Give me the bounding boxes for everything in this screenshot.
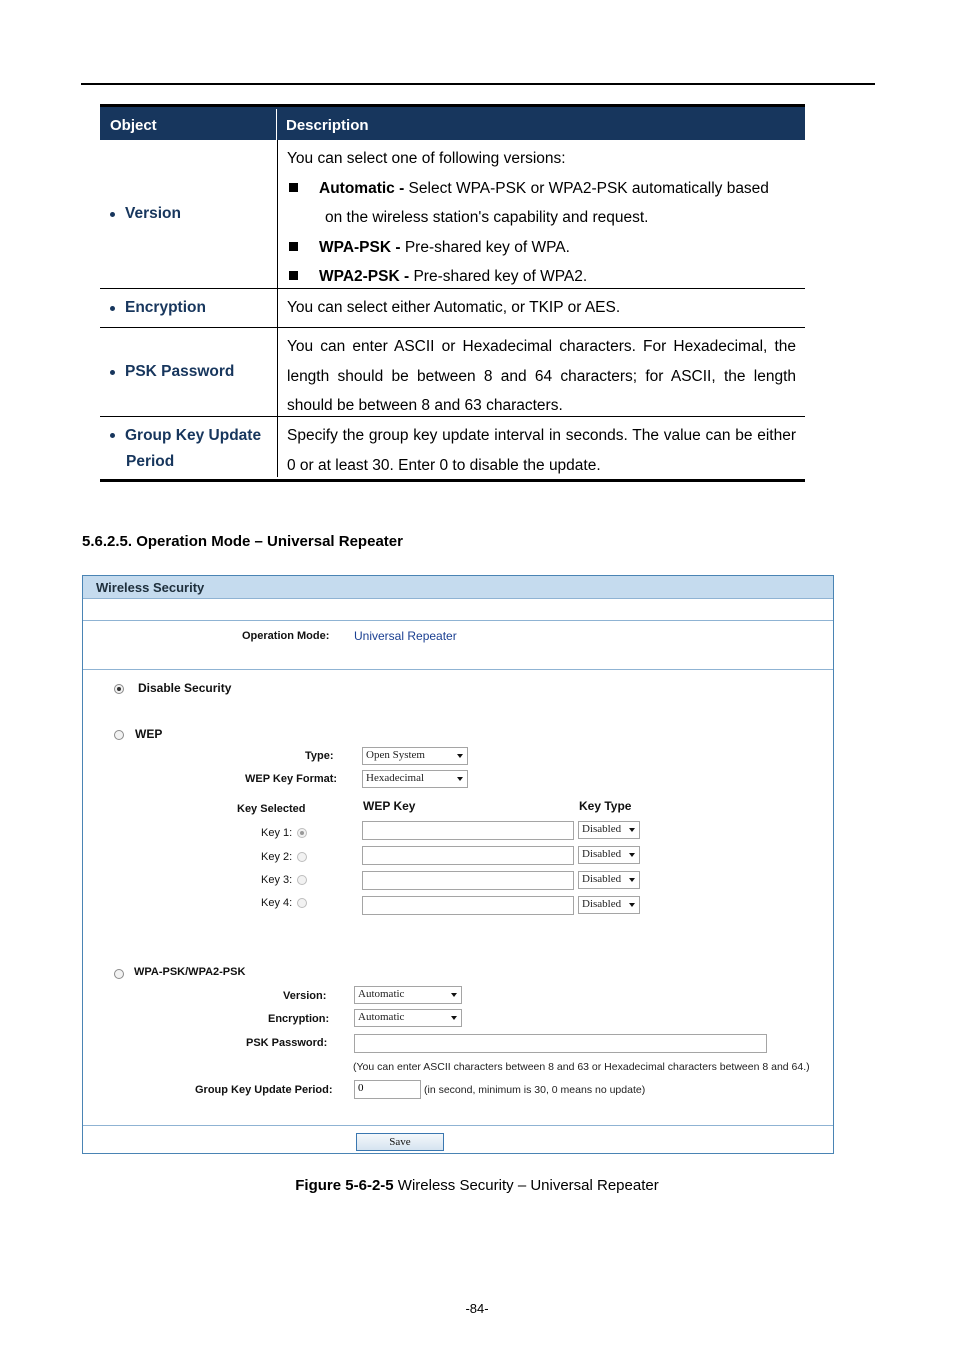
table-row-encryption: [100, 289, 805, 328]
dropdown-arrow-icon: [457, 754, 463, 758]
row-label: Encryption: [125, 299, 206, 316]
divider: [83, 669, 833, 670]
wep-radio[interactable]: [114, 730, 124, 740]
version-wpa: WPA-PSK - Pre-shared key of WPA.: [287, 233, 796, 263]
version-label: Version:: [283, 990, 327, 1002]
bullet-icon: [110, 212, 115, 217]
row-label: PSK Password: [125, 363, 235, 380]
key-2-type-select[interactable]: Disabled: [578, 846, 640, 864]
figure-caption: [0, 1177, 954, 1194]
row-label-cont: Period: [126, 453, 175, 470]
row-description: You can enter ASCII or Hexadecimal characters. For Hexadecimal, the length should be between 8 and 64 characters; for ASCII, the length should be between 8 and 63 characters.: [287, 338, 796, 414]
table-row-psk: [100, 328, 805, 417]
group-key-update-hint: (in second, minimum is 30, 0 means no update): [424, 1084, 646, 1096]
operation-mode-value: Universal Repeater: [354, 629, 457, 643]
version-intro: You can select one of following versions:: [287, 150, 566, 167]
disable-security-radio[interactable]: [114, 684, 124, 694]
divider: [83, 620, 833, 621]
key-4-label: Key 4:: [261, 897, 293, 909]
key-selected-label: Key Selected: [237, 803, 306, 815]
key-2-radio[interactable]: [297, 852, 307, 862]
wep-label: WEP: [135, 727, 163, 741]
panel-title: Wireless Security: [83, 576, 833, 599]
key-1-type-select[interactable]: Disabled: [578, 821, 640, 839]
row-description: Specify the group key update interval in seconds. The value can be either 0 or at least 30. Enter 0 to disable the update.: [287, 427, 796, 474]
row-label: Group Key Update: [125, 427, 262, 444]
version-automatic-cont: on the wireless station's capability and request.: [325, 209, 649, 226]
row-description: You can select either Automatic, or TKIP or AES.: [287, 299, 621, 316]
header-object: Object: [100, 109, 277, 140]
dropdown-arrow-icon: [451, 993, 457, 997]
disable-security-label: Disable Security: [138, 681, 232, 695]
key-1-label: Key 1:: [261, 827, 293, 839]
key-3-radio[interactable]: [297, 875, 307, 885]
key-4-input[interactable]: [362, 896, 574, 915]
dropdown-arrow-icon: [629, 853, 635, 857]
table-row-gku: [100, 417, 805, 477]
wireless-security-panel: [82, 575, 834, 1154]
figure-title: Wireless Security – Universal Repeater: [393, 1177, 659, 1194]
key-1-input[interactable]: [362, 821, 574, 840]
bullet-icon: [110, 370, 115, 375]
dropdown-arrow-icon: [451, 1016, 457, 1020]
table-header: [100, 107, 805, 140]
version-wpa2: WPA2-PSK - Pre-shared key of WPA2.: [287, 262, 796, 292]
figure-number: Figure 5-6-2-5: [295, 1177, 394, 1194]
divider: [83, 1125, 833, 1126]
square-bullet-icon: [289, 242, 298, 251]
key-3-type-select[interactable]: Disabled: [578, 871, 640, 889]
version-select[interactable]: Automatic: [354, 986, 462, 1004]
key-4-type-select[interactable]: Disabled: [578, 896, 640, 914]
type-label: Type:: [305, 750, 334, 762]
header-description: Description: [286, 117, 369, 134]
save-button[interactable]: Save: [356, 1133, 444, 1151]
group-key-update-label: Group Key Update Period:: [195, 1084, 333, 1096]
group-key-update-input[interactable]: 0: [354, 1080, 421, 1099]
psk-password-hint: (You can enter ASCII characters between 8 and 63 or Hexadecimal characters between 8 and 64.): [353, 1061, 810, 1073]
bullet-icon: [110, 433, 115, 438]
bullet-icon: [110, 306, 115, 311]
operation-mode-label: Operation Mode:: [242, 630, 330, 642]
key-2-input[interactable]: [362, 846, 574, 865]
key-3-input[interactable]: [362, 871, 574, 890]
key-3-label: Key 3:: [261, 874, 293, 886]
key-type-header: Key Type: [579, 799, 632, 813]
page-number: -84-: [465, 1301, 489, 1316]
encryption-select[interactable]: Automatic: [354, 1009, 462, 1027]
wpa-psk-label: WPA-PSK/WPA2-PSK: [134, 966, 246, 978]
dropdown-arrow-icon: [629, 878, 635, 882]
square-bullet-icon: [289, 183, 298, 192]
section-title: 5.6.2.5. Operation Mode – Universal Repeater: [82, 533, 403, 550]
wep-key-header: WEP Key: [363, 799, 416, 813]
wep-key-format-label: WEP Key Format:: [245, 773, 338, 785]
dropdown-arrow-icon: [629, 903, 635, 907]
description-table: [100, 104, 805, 482]
key-4-radio[interactable]: [297, 898, 307, 908]
key-1-radio[interactable]: [297, 828, 307, 838]
encryption-label: Encryption:: [268, 1013, 330, 1025]
table-row-version: [100, 140, 805, 289]
dropdown-arrow-icon: [629, 828, 635, 832]
row-label: Version: [125, 205, 181, 222]
type-select[interactable]: Open System: [362, 747, 468, 765]
version-automatic: Automatic - Select WPA-PSK or WPA2-PSK automatically based: [287, 174, 796, 204]
psk-password-label: PSK Password:: [246, 1037, 328, 1049]
dropdown-arrow-icon: [457, 777, 463, 781]
psk-password-input[interactable]: [354, 1034, 767, 1053]
header-rule: [81, 83, 875, 85]
wpa-psk-radio[interactable]: [114, 969, 124, 979]
square-bullet-icon: [289, 271, 298, 280]
key-2-label: Key 2:: [261, 851, 293, 863]
wep-key-format-select[interactable]: Hexadecimal: [362, 770, 468, 788]
